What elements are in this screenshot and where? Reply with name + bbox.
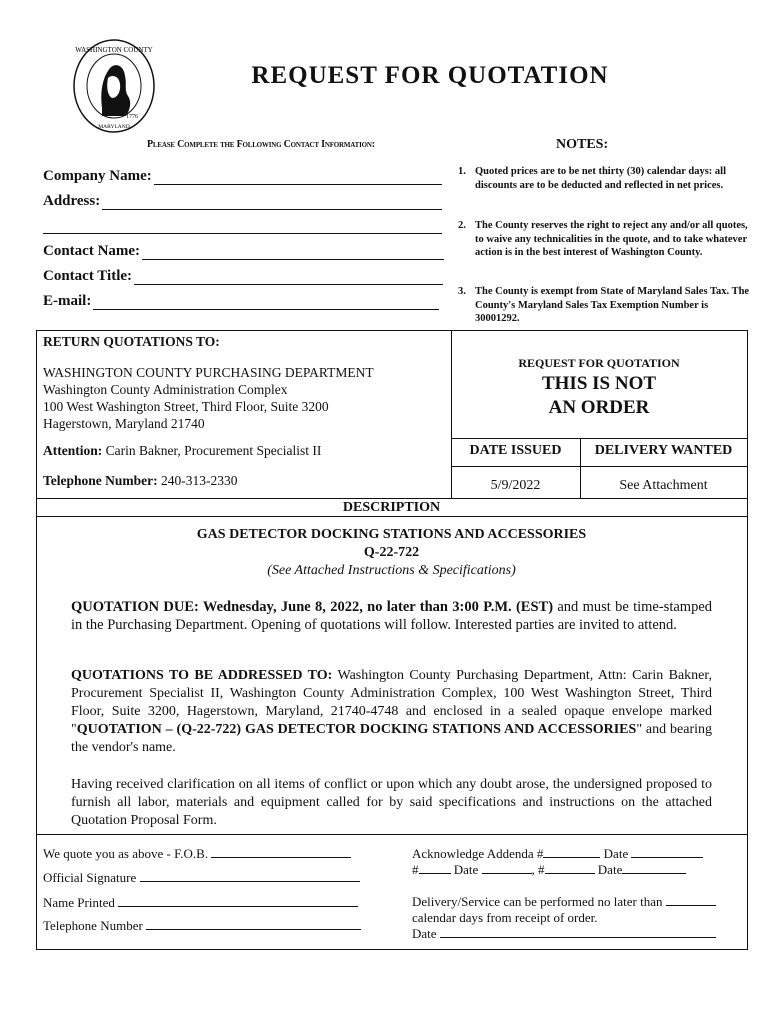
field-label: E-mail: bbox=[43, 293, 92, 309]
svg-text:WASHINGTON COUNTY: WASHINGTON COUNTY bbox=[75, 46, 153, 54]
attention-line: Attention: Carin Bakner, Procurement Specialist II bbox=[43, 443, 322, 458]
address-field[interactable] bbox=[43, 193, 442, 210]
field-label: Contact Name: bbox=[43, 243, 141, 259]
svg-text:MARYLAND: MARYLAND bbox=[98, 124, 130, 130]
not-an-order-box: REQUEST FOR QUOTATION THIS IS NOT AN ORDER bbox=[518, 356, 680, 418]
company-name-field[interactable] bbox=[43, 168, 442, 185]
telephone-number-field[interactable]: Telephone Number bbox=[43, 918, 361, 934]
telephone-line: Telephone Number: 240-313-2330 bbox=[43, 473, 238, 488]
delivery-wanted-label: DELIVERY WANTED bbox=[594, 443, 733, 458]
seal-year: 1776 bbox=[126, 114, 138, 120]
email-field[interactable] bbox=[43, 293, 439, 310]
fob-field[interactable]: We quote you as above - F.O.B. bbox=[43, 846, 351, 862]
note-item: 1. Quoted prices are to be net thirty (30) calendar days: all discounts are to be deducted and reflected in net prices. bbox=[458, 166, 727, 191]
return-header: RETURN QUOTATIONS TO: bbox=[43, 334, 220, 349]
divider bbox=[36, 834, 747, 835]
delivery-wanted-value: See Attachment bbox=[619, 478, 708, 493]
note-item: 3. The County is exempt from State of Maryland Sales Tax. The County's Maryland Sales Tax Exemption Number is 30001292. bbox=[458, 286, 750, 324]
contact-name-field[interactable] bbox=[43, 243, 444, 260]
field-label: Company Name: bbox=[43, 168, 152, 184]
delivery-service-field[interactable]: Delivery/Service can be performed no later than calendar days from receipt of order. Date bbox=[412, 894, 716, 942]
clarification-paragraph: Having received clarification on all items of conflict or upon which any doubt arose, the undersigned proposed to furnish all labor, materials and equipment called for by said specifications and instructions on the attached Quotation Proposal Form. bbox=[71, 777, 712, 828]
description-title-block: GAS DETECTOR DOCKING STATIONS AND ACCESSORIES Q-22-722 (See Attached Instructions & Specifications) bbox=[196, 527, 587, 578]
divider bbox=[451, 438, 747, 439]
quotation-due-paragraph: QUOTATION DUE: Wednesday, June 8, 2022, no later than 3:00 P.M. (EST) and must be time-stamped in the Purchasing Department. Opening of quotations will follow. Interested parties are invited to attend. bbox=[71, 599, 712, 633]
contact-header: Please Complete the Following Contact Information: bbox=[147, 139, 375, 150]
page-title: REQUEST FOR QUOTATION bbox=[251, 62, 609, 89]
divider bbox=[36, 516, 747, 517]
date-issued-label: DATE ISSUED bbox=[469, 443, 562, 458]
note-item: 2. The County reserves the right to reject any and/or all quotes, to waive any technicalities in the quote, and to take whatever action is in the best interest of Washington County. bbox=[458, 220, 748, 258]
address-to-paragraph: QUOTATIONS TO BE ADDRESSED TO: Washington County Purchasing Department, Attn: Carin Bakner, Procurement Specialist II, Washington County Administration Complex, 100 West Washington Street, Third Floor, Suite 3200, Hagerstown, Maryland, 21740-4748 and enclosed in a sealed opaque envelope marked "QUOTATION – (Q-22-722) GAS DETECTOR DOCKING STATIONS AND ACCESSORIES" and bearing the vendor's name. bbox=[71, 668, 712, 755]
divider bbox=[451, 466, 747, 467]
field-label: Contact Title: bbox=[43, 268, 133, 284]
notes-header: NOTES: bbox=[556, 137, 609, 152]
date-issued-value: 5/9/2022 bbox=[490, 478, 541, 493]
address-line-2[interactable] bbox=[43, 233, 442, 234]
official-signature-field[interactable]: Official Signature bbox=[43, 870, 360, 886]
acknowledge-addenda-line1[interactable]: Acknowledge Addenda # Date bbox=[412, 846, 703, 862]
field-label: Address: bbox=[43, 193, 101, 209]
divider bbox=[36, 498, 747, 499]
return-address: WASHINGTON COUNTY PURCHASING DEPARTMENT Washington County Administration Complex 100 West Washington Street, Third Floor, Suite 3200 Hagerstown, Maryland 21740 bbox=[43, 365, 374, 431]
name-printed-field[interactable]: Name Printed bbox=[43, 895, 358, 911]
description-header: DESCRIPTION bbox=[342, 500, 441, 515]
contact-title-field[interactable] bbox=[43, 268, 443, 285]
acknowledge-addenda-line2[interactable]: # Date , # Date bbox=[412, 862, 686, 878]
